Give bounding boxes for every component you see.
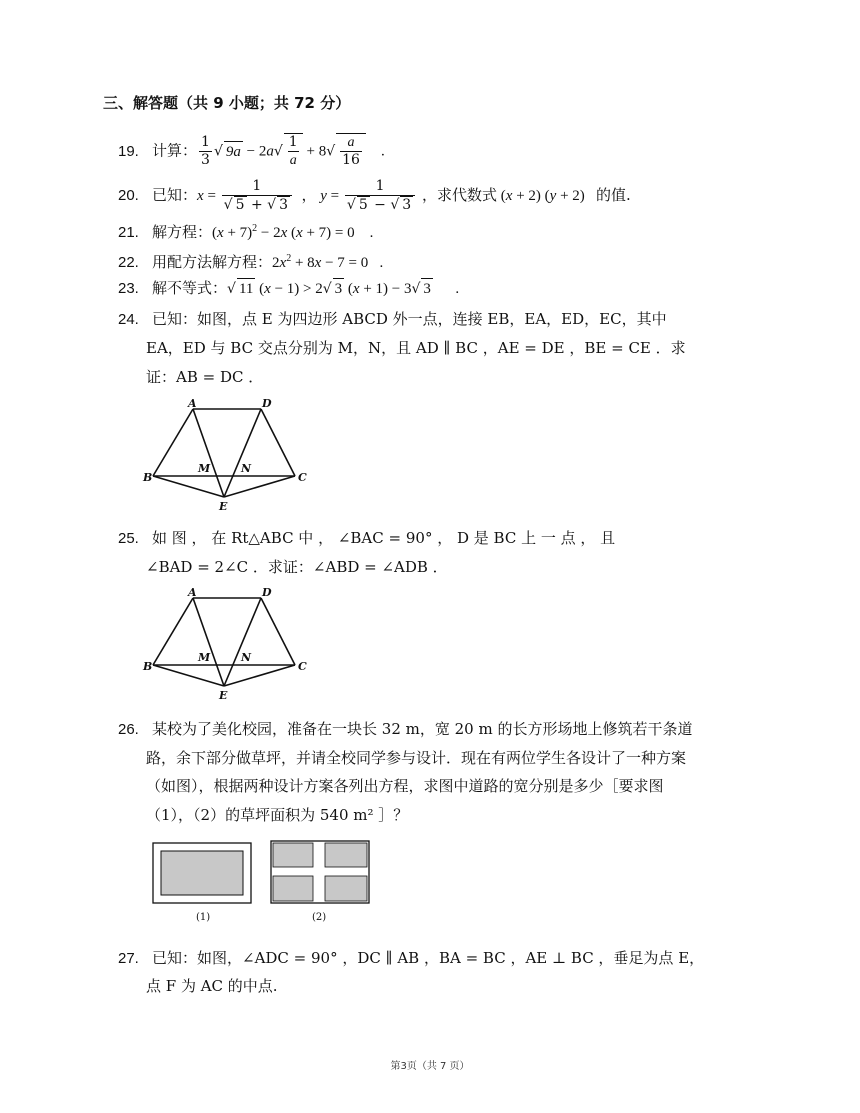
question-22: 22. 用配方法解方程：$2x^2 + 8x - 7 = 0$ .: [118, 253, 384, 271]
lawn-figure-2: [271, 841, 369, 903]
quadrilateral-figure-24: [140, 396, 315, 514]
label-E: E: [219, 500, 228, 513]
question-25: 25. 如 图 ， 在 Rt△ABC 中 ， ∠BAC = 90° ， D 是 BC 上 一 点 ， 且: [118, 529, 616, 547]
question-21: 21. 解方程：$(x + 7)^2 - 2x$ (x + 7) = 0 .: [118, 223, 374, 241]
label-D: D: [262, 397, 272, 410]
question-24-line2: EA，ED 与 BC 交点分别为 M，N，且 AD ∥ BC ，AE = DE ，BE = CE ．求: [146, 339, 686, 357]
question-24: 24. 已知：如图，点 E 为四边形 ABCD 外一点，连接 EB，EA，ED，EC，其中: [118, 310, 667, 328]
label-M: M: [198, 651, 211, 664]
question-number: 19.: [118, 142, 139, 160]
caption-figure-1: (1): [196, 912, 211, 923]
question-26-line2: 路，余下部分做草坪，并请全校同学参与设计．现在有两位学生各设计了一种方案: [146, 749, 687, 767]
question-26: 26. 某校为了美化校园，准备在一块长 32 m，宽 20 m 的长方形场地上修筑若干条道: [118, 720, 693, 738]
label-N: N: [241, 651, 252, 664]
lawn-design-figures: [148, 838, 378, 928]
question-20: 20. 已知：x = $\frac{1}{√ 5 + √ 3}$ ， y = $\frac{1}{√ 5 - √ 3}$ ，求代数式 (x + 2) (y + 2) 的值.: [118, 178, 631, 213]
question-27: 27. 已知：如图，∠ADC = 90° ，DC ∥ AB ，BA = BC ，AE ⊥ BC ，垂足为点 E，: [118, 949, 705, 967]
label-A: A: [188, 397, 197, 410]
label-C: C: [298, 471, 307, 484]
lawn-figure-1: [153, 843, 251, 903]
label-A: A: [188, 586, 197, 599]
section-title: 三、解答题（共 9 小题；共 72 分）: [103, 94, 351, 112]
question-23: 23. 解不等式：√ 11 (x − 1) > 2√ 3 (x + 1) − 3√ 3 .: [118, 279, 460, 297]
label-E: E: [219, 689, 228, 702]
label-B: B: [143, 471, 153, 484]
question-26-line3: （如图），根据两种设计方案各列出方程，求图中道路的宽分别是多少［要求图: [146, 777, 664, 795]
page-footer: 第3页（共 7 页）: [390, 1061, 470, 1072]
label-D: D: [262, 586, 272, 599]
caption-figure-2: (2): [312, 912, 327, 923]
quadrilateral-figure-25: [140, 585, 315, 703]
label-C: C: [298, 660, 307, 673]
question-25-line2: ∠BAD = 2∠C ．求证：∠ABD = ∠ADB ．: [146, 558, 448, 576]
label-B: B: [143, 660, 153, 673]
question-27-line2: 点 F 为 AC 的中点.: [146, 977, 278, 995]
question-26-line4: （1），（2）的草坪面积为 540 m² ］？: [146, 806, 409, 824]
question-19: 19. 计算： $\frac{1}{3}$ √ 9a − 2a√ $\frac{1}{a}$ + 8√ $\frac{a}{16}$ .: [118, 134, 385, 168]
label-N: N: [241, 462, 252, 475]
question-24-line3: 证：AB = DC ．: [146, 368, 264, 386]
label-M: M: [198, 462, 211, 475]
